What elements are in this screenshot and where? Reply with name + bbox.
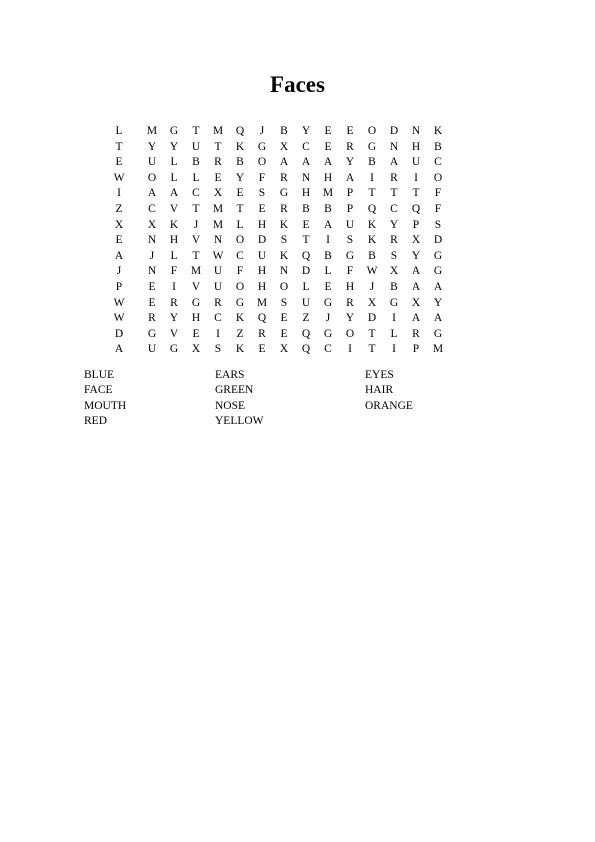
grid-letter: U xyxy=(301,296,311,309)
grid-row xyxy=(108,311,449,327)
grid-letter: X xyxy=(411,234,421,247)
grid-row xyxy=(108,140,449,156)
grid-letter: O xyxy=(433,171,443,184)
word-list-item: HAIR xyxy=(365,384,394,397)
grid-letter: B xyxy=(236,156,244,169)
grid-spacer xyxy=(130,311,141,327)
grid-letter: U xyxy=(213,280,223,293)
grid-letter: Z xyxy=(115,202,123,215)
grid-letter: A xyxy=(323,156,333,169)
grid-letter: G xyxy=(433,327,443,340)
grid-letter: A xyxy=(411,280,421,293)
grid-letter: C xyxy=(148,202,156,215)
grid-letter: N xyxy=(147,234,157,247)
grid-letter: C xyxy=(302,140,310,153)
grid-letter: U xyxy=(257,249,267,262)
grid-letter: M xyxy=(212,218,224,231)
grid-letter: U xyxy=(147,343,157,356)
grid-letter: B xyxy=(368,249,376,262)
grid-letter: N xyxy=(389,140,399,153)
grid-letter: K xyxy=(433,125,443,137)
grid-letter: K xyxy=(169,218,179,231)
grid-letter: Z xyxy=(302,312,310,325)
grid-letter: M xyxy=(212,125,224,137)
grid-letter: L xyxy=(170,249,178,262)
grid-letter: R xyxy=(390,234,398,247)
grid-letter: K xyxy=(279,218,289,231)
grid-letter: Y xyxy=(147,140,157,153)
grid-letter: A xyxy=(169,187,179,200)
grid-spacer xyxy=(130,327,141,343)
grid-row xyxy=(108,218,449,234)
grid-letter: D xyxy=(257,234,267,247)
grid-letter: T xyxy=(390,187,398,200)
grid-row xyxy=(108,155,449,171)
word-list-item: NOSE xyxy=(215,399,246,412)
grid-letter: Y xyxy=(345,312,355,325)
grid-letter: P xyxy=(412,343,420,356)
word-list-item: MOUTH xyxy=(84,399,127,412)
letter-grid xyxy=(108,124,449,358)
grid-letter: S xyxy=(214,343,222,356)
grid-letter: T xyxy=(302,234,310,247)
grid-letter: Y xyxy=(235,171,245,184)
grid-letter: A xyxy=(323,218,333,231)
grid-letter: B xyxy=(434,140,442,153)
grid-row xyxy=(108,171,449,187)
grid-letter: Q xyxy=(411,202,421,215)
grid-letter: Y xyxy=(389,218,399,231)
grid-letter: X xyxy=(411,296,421,309)
grid-letter: E xyxy=(324,125,332,137)
grid-spacer xyxy=(130,171,141,187)
grid-letter: V xyxy=(191,280,201,293)
grid-row xyxy=(108,186,449,202)
grid-letter: V xyxy=(169,202,179,215)
grid-letter: E xyxy=(280,312,288,325)
grid-letter: I xyxy=(348,343,352,356)
grid-letter: W xyxy=(113,171,125,184)
grid-letter: X xyxy=(389,265,399,278)
grid-letter: R xyxy=(214,296,222,309)
grid-letter: T xyxy=(412,187,420,200)
grid-letter: X xyxy=(367,296,377,309)
grid-letter: A xyxy=(411,265,421,278)
grid-letter: E xyxy=(115,156,123,169)
grid-letter: C xyxy=(214,312,222,325)
grid-letter: U xyxy=(411,156,421,169)
grid-letter: R xyxy=(258,327,266,340)
grid-letter: M xyxy=(432,343,444,356)
grid-letter: P xyxy=(115,280,123,293)
grid-letter: A xyxy=(433,312,443,325)
grid-letter: U xyxy=(213,265,223,278)
grid-letter: R xyxy=(346,296,354,309)
grid-letter: B xyxy=(302,202,310,215)
grid-letter: A xyxy=(301,156,311,169)
grid-letter: U xyxy=(345,218,355,231)
grid-letter: G xyxy=(279,187,289,200)
grid-letter: P xyxy=(412,218,420,231)
grid-letter: M xyxy=(146,125,158,137)
grid-letter: Y xyxy=(345,156,355,169)
grid-letter: B xyxy=(324,249,332,262)
grid-letter: M xyxy=(212,202,224,215)
grid-letter: T xyxy=(368,343,376,356)
grid-letter: H xyxy=(345,280,355,293)
grid-letter: K xyxy=(367,218,377,231)
grid-letter: E xyxy=(258,343,266,356)
grid-spacer xyxy=(130,249,141,265)
grid-spacer xyxy=(130,202,141,218)
grid-letter: D xyxy=(301,265,311,278)
grid-letter: L xyxy=(390,327,398,340)
grid-letter: E xyxy=(324,280,332,293)
grid-letter: E xyxy=(324,140,332,153)
grid-spacer xyxy=(130,186,141,202)
word-list-item: EYES xyxy=(365,369,394,381)
grid-letter: S xyxy=(346,234,354,247)
grid-letter: Y xyxy=(411,249,421,262)
grid-letter: O xyxy=(235,280,245,293)
grid-letter: K xyxy=(235,343,245,356)
grid-row xyxy=(108,249,449,265)
grid-letter: A xyxy=(411,312,421,325)
grid-spacer xyxy=(130,218,141,234)
grid-letter: G xyxy=(433,265,443,278)
grid-letter: T xyxy=(368,327,376,340)
grid-letter: U xyxy=(191,140,201,153)
grid-letter: X xyxy=(279,140,289,153)
grid-letter: H xyxy=(191,312,201,325)
grid-letter: P xyxy=(346,202,354,215)
grid-letter: E xyxy=(258,202,266,215)
page-title: Faces xyxy=(270,72,325,97)
grid-letter: Q xyxy=(367,202,377,215)
grid-letter: C xyxy=(236,249,244,262)
grid-letter: G xyxy=(345,249,355,262)
grid-letter: I xyxy=(326,234,330,247)
word-list-item: GREEN xyxy=(215,384,254,397)
grid-letter: T xyxy=(236,202,244,215)
grid-letter: D xyxy=(389,125,399,137)
grid-letter: I xyxy=(216,327,220,340)
grid-letter: A xyxy=(147,187,157,200)
grid-letter: G xyxy=(323,296,333,309)
grid-letter: R xyxy=(280,202,288,215)
grid-letter: S xyxy=(258,187,266,200)
grid-letter: C xyxy=(390,202,398,215)
grid-letter: T xyxy=(192,125,200,137)
grid-letter: J xyxy=(369,280,375,293)
grid-letter: I xyxy=(172,280,176,293)
word-list-item: EARS xyxy=(215,369,245,381)
grid-letter: E xyxy=(214,171,222,184)
grid-spacer xyxy=(130,280,141,296)
grid-letter: Y xyxy=(169,312,179,325)
grid-letter: D xyxy=(367,312,377,325)
grid-letter: X xyxy=(147,218,157,231)
grid-letter: H xyxy=(257,218,267,231)
grid-letter: W xyxy=(113,296,125,309)
grid-letter: F xyxy=(346,265,354,278)
grid-letter: R xyxy=(280,171,288,184)
grid-letter: E xyxy=(115,234,123,247)
grid-letter: R xyxy=(412,327,420,340)
grid-letter: S xyxy=(280,234,288,247)
grid-letter: Q xyxy=(301,343,311,356)
grid-row xyxy=(108,124,449,140)
grid-letter: J xyxy=(116,265,122,278)
grid-letter: F xyxy=(434,202,442,215)
grid-letter: A xyxy=(345,171,355,184)
grid-row xyxy=(108,233,449,249)
grid-letter: N xyxy=(301,171,311,184)
grid-letter: R xyxy=(390,171,398,184)
grid-letter: X xyxy=(279,343,289,356)
word-list-item: FACE xyxy=(84,384,113,397)
grid-row xyxy=(108,202,449,218)
grid-row xyxy=(108,342,449,358)
grid-row xyxy=(108,264,449,280)
grid-letter: O xyxy=(147,171,157,184)
grid-letter: G xyxy=(257,140,267,153)
grid-letter: M xyxy=(190,265,202,278)
grid-letter: J xyxy=(149,249,155,262)
grid-letter: I xyxy=(392,343,396,356)
grid-letter: R xyxy=(346,140,354,153)
grid-letter: V xyxy=(169,327,179,340)
grid-letter: O xyxy=(235,234,245,247)
grid-letter: L xyxy=(324,265,332,278)
grid-letter: C xyxy=(324,343,332,356)
grid-letter: Q xyxy=(235,125,245,137)
grid-spacer xyxy=(130,124,141,140)
grid-letter: Y xyxy=(433,296,443,309)
grid-letter: H xyxy=(411,140,421,153)
grid-letter: W xyxy=(366,265,378,278)
grid-row xyxy=(108,296,449,312)
word-list xyxy=(84,368,485,429)
grid-row xyxy=(108,280,449,296)
grid-letter: C xyxy=(434,156,442,169)
grid-row xyxy=(108,327,449,343)
grid-letter: N xyxy=(213,234,223,247)
grid-letter: L xyxy=(170,156,178,169)
grid-letter: G xyxy=(433,249,443,262)
grid-letter: Q xyxy=(301,327,311,340)
word-list-item: RED xyxy=(84,414,107,427)
grid-letter: T xyxy=(192,202,200,215)
grid-letter: E xyxy=(148,296,156,309)
grid-letter: T xyxy=(192,249,200,262)
grid-letter: K xyxy=(235,140,245,153)
grid-letter: E xyxy=(346,125,354,137)
word-list-item: YELLOW xyxy=(215,414,264,427)
grid-letter: K xyxy=(279,249,289,262)
grid-letter: L xyxy=(302,280,310,293)
grid-letter: G xyxy=(235,296,245,309)
grid-letter: W xyxy=(212,249,224,262)
grid-letter: B xyxy=(324,202,332,215)
grid-spacer xyxy=(130,140,141,156)
grid-letter: T xyxy=(214,140,222,153)
grid-letter: E xyxy=(280,327,288,340)
grid-letter: W xyxy=(113,312,125,325)
word-list-item: BLUE xyxy=(84,369,115,381)
grid-letter: S xyxy=(390,249,398,262)
grid-letter: Y xyxy=(169,140,179,153)
grid-letter: X xyxy=(114,218,124,231)
grid-letter: X xyxy=(191,343,201,356)
grid-letter: O xyxy=(345,327,355,340)
grid-letter: I xyxy=(414,171,418,184)
grid-letter: I xyxy=(392,312,396,325)
grid-letter: P xyxy=(346,187,354,200)
grid-letter: X xyxy=(213,187,223,200)
grid-letter: G xyxy=(367,140,377,153)
grid-letter: Y xyxy=(301,125,311,137)
grid-letter: O xyxy=(279,280,289,293)
grid-letter: S xyxy=(434,218,442,231)
grid-letter: N xyxy=(147,265,157,278)
grid-letter: I xyxy=(117,187,121,200)
grid-letter: G xyxy=(389,296,399,309)
grid-letter: A xyxy=(433,280,443,293)
grid-letter: Z xyxy=(236,327,244,340)
grid-letter: G xyxy=(191,296,201,309)
grid-letter: I xyxy=(370,171,374,184)
grid-letter: N xyxy=(411,125,421,137)
grid-letter: L xyxy=(170,171,178,184)
grid-letter: G xyxy=(147,327,157,340)
grid-letter: B xyxy=(280,125,288,137)
grid-letter: M xyxy=(322,187,334,200)
grid-letter: R xyxy=(148,312,156,325)
grid-letter: S xyxy=(280,296,288,309)
grid-letter: E xyxy=(148,280,156,293)
grid-letter: H xyxy=(301,187,311,200)
grid-letter: Q xyxy=(301,249,311,262)
grid-letter: G xyxy=(169,343,179,356)
grid-letter: L xyxy=(192,171,200,184)
grid-letter: V xyxy=(191,234,201,247)
grid-spacer xyxy=(130,264,141,280)
grid-letter: E xyxy=(236,187,244,200)
grid-letter: G xyxy=(169,125,179,137)
grid-letter: A xyxy=(114,343,124,356)
word-list-item: ORANGE xyxy=(365,399,413,412)
grid-letter: H xyxy=(169,234,179,247)
grid-letter: A xyxy=(114,249,124,262)
grid-letter: G xyxy=(323,327,333,340)
grid-letter: E xyxy=(192,327,200,340)
grid-letter: A xyxy=(279,156,289,169)
grid-letter: F xyxy=(434,187,442,200)
grid-letter: H xyxy=(323,171,333,184)
grid-letter: F xyxy=(258,171,266,184)
grid-letter: L xyxy=(115,125,123,137)
grid-spacer xyxy=(130,342,141,358)
grid-letter: E xyxy=(302,218,310,231)
grid-letter: T xyxy=(368,187,376,200)
grid-letter: N xyxy=(279,265,289,278)
grid-spacer xyxy=(130,155,141,171)
grid-letter: F xyxy=(236,265,244,278)
grid-letter: D xyxy=(114,327,124,340)
grid-letter: K xyxy=(235,312,245,325)
grid-spacer xyxy=(130,296,141,312)
grid-letter: B xyxy=(390,280,398,293)
grid-letter: M xyxy=(256,296,268,309)
grid-letter: R xyxy=(214,156,222,169)
grid-letter: H xyxy=(257,280,267,293)
grid-spacer xyxy=(130,233,141,249)
grid-letter: C xyxy=(192,187,200,200)
grid-letter: Q xyxy=(257,312,267,325)
grid-letter: L xyxy=(236,218,244,231)
grid-letter: J xyxy=(193,218,199,231)
grid-letter: R xyxy=(170,296,178,309)
grid-letter: D xyxy=(433,234,443,247)
grid-letter: K xyxy=(367,234,377,247)
grid-letter: T xyxy=(115,140,123,153)
grid-letter: H xyxy=(257,265,267,278)
grid-letter: U xyxy=(147,156,157,169)
grid-letter: B xyxy=(368,156,376,169)
grid-letter: F xyxy=(170,265,178,278)
grid-letter: B xyxy=(192,156,200,169)
grid-letter: J xyxy=(325,312,331,325)
grid-letter: O xyxy=(367,125,377,137)
grid-letter: A xyxy=(389,156,399,169)
grid-letter: O xyxy=(257,156,267,169)
grid-letter: J xyxy=(259,125,265,137)
